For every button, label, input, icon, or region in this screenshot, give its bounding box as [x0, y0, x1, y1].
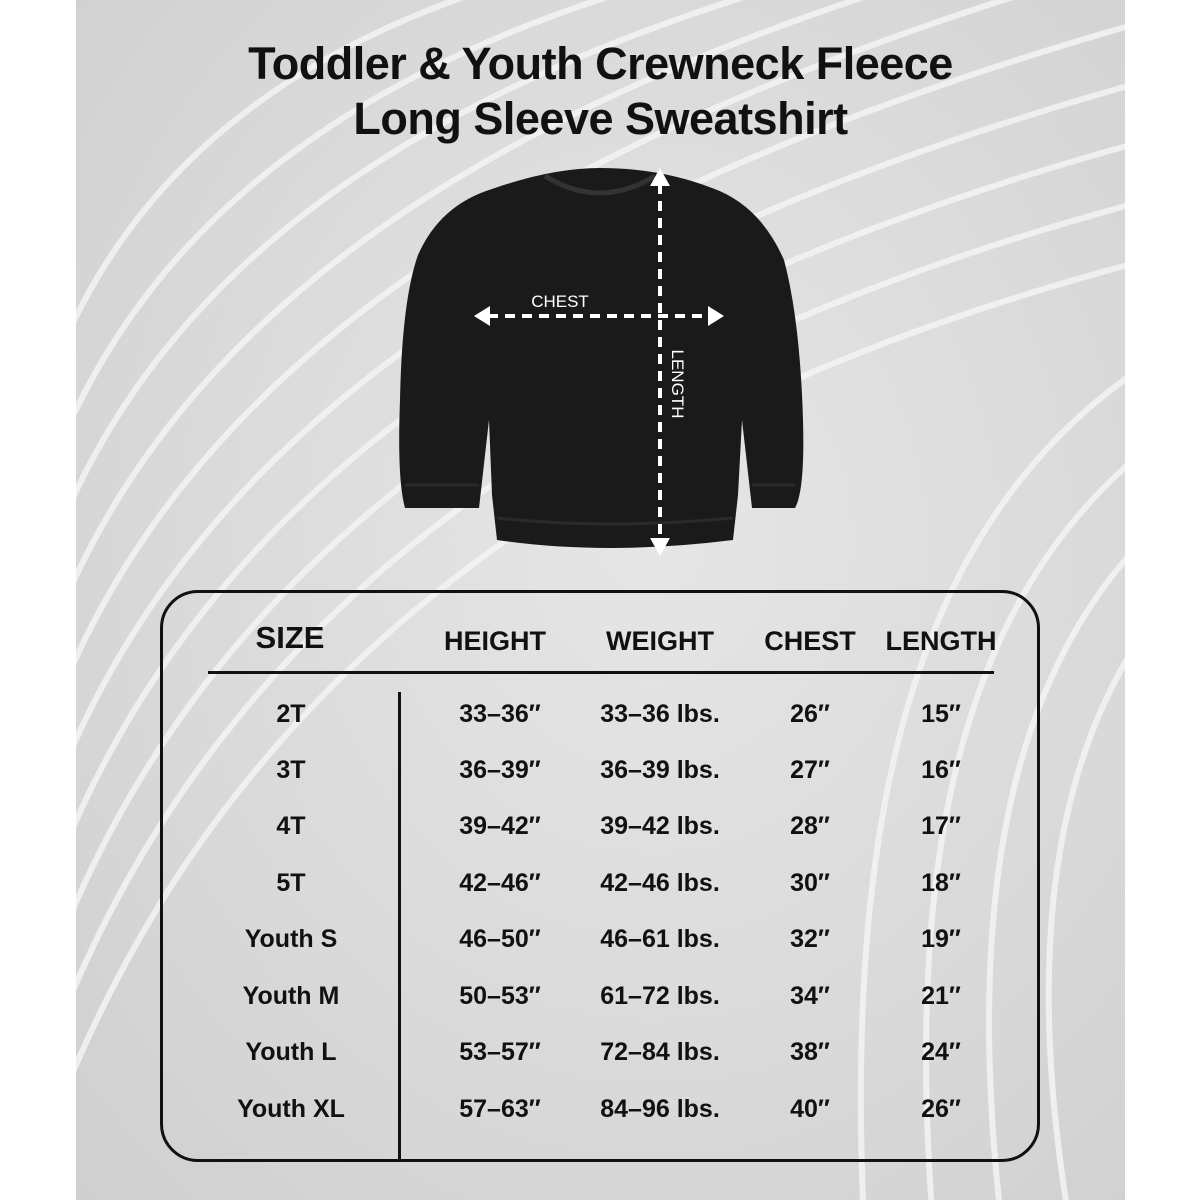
header-weight: WEIGHT — [606, 626, 714, 656]
page-title-line-1: Toddler & Youth Crewneck Fleece — [248, 38, 953, 89]
cell-chest: 38″ — [790, 1038, 830, 1066]
cell-chest: 30″ — [790, 869, 830, 897]
header-divider — [208, 671, 994, 674]
cell-height: 42–46″ — [459, 869, 541, 897]
cell-size: 3T — [276, 756, 306, 784]
cell-length: 26″ — [921, 1095, 961, 1123]
table-row — [0, 869, 1200, 909]
cell-size: 4T — [276, 812, 306, 840]
cell-height: 53–57″ — [459, 1038, 541, 1066]
cell-size: Youth S — [244, 925, 338, 953]
cell-chest: 27″ — [790, 756, 830, 784]
cell-length: 19″ — [921, 925, 961, 953]
page-title-line-2: Long Sleeve Sweatshirt — [353, 93, 848, 144]
cell-length: 17″ — [921, 812, 961, 840]
cell-size: 2T — [276, 700, 306, 728]
cell-height: 33–36″ — [459, 700, 541, 728]
cell-chest: 32″ — [790, 925, 830, 953]
cell-height: 36–39″ — [459, 756, 541, 784]
header-chest: CHEST — [764, 626, 856, 656]
cell-weight: 84–96 lbs. — [600, 1095, 720, 1123]
table-row — [0, 1095, 1200, 1135]
cell-weight: 39–42 lbs. — [600, 812, 720, 840]
cell-size: Youth M — [242, 982, 340, 1010]
table-row — [0, 925, 1200, 965]
header-length: LENGTH — [885, 626, 997, 656]
table-row — [0, 1038, 1200, 1078]
cell-size: Youth XL — [237, 1095, 345, 1123]
table-row — [0, 700, 1200, 740]
cell-chest: 28″ — [790, 812, 830, 840]
cell-size: 5T — [276, 869, 306, 897]
length-label: LENGTH — [668, 349, 687, 419]
cell-height: 46–50″ — [459, 925, 541, 953]
chest-label: CHEST — [531, 292, 589, 311]
cell-length: 15″ — [921, 700, 961, 728]
cell-height: 57–63″ — [459, 1095, 541, 1123]
table-row — [0, 982, 1200, 1022]
table-row — [0, 756, 1200, 796]
cell-weight: 61–72 lbs. — [600, 982, 720, 1010]
header-size: SIZE — [255, 620, 325, 655]
cell-chest: 26″ — [790, 700, 830, 728]
cell-weight: 46–61 lbs. — [600, 925, 720, 953]
cell-weight: 33–36 lbs. — [600, 700, 720, 728]
cell-weight: 42–46 lbs. — [600, 869, 720, 897]
table-row — [0, 812, 1200, 852]
cell-size: Youth L — [245, 1038, 337, 1066]
sweatshirt-icon — [399, 168, 803, 548]
cell-chest: 34″ — [790, 982, 830, 1010]
cell-height: 50–53″ — [459, 982, 541, 1010]
cell-weight: 36–39 lbs. — [600, 756, 720, 784]
cell-chest: 40″ — [790, 1095, 830, 1123]
cell-weight: 72–84 lbs. — [600, 1038, 720, 1066]
cell-length: 21″ — [921, 982, 961, 1010]
cell-length: 24″ — [921, 1038, 961, 1066]
header-height: HEIGHT — [443, 626, 546, 656]
cell-length: 18″ — [921, 869, 961, 897]
cell-height: 39–42″ — [459, 812, 541, 840]
cell-length: 16″ — [921, 756, 961, 784]
